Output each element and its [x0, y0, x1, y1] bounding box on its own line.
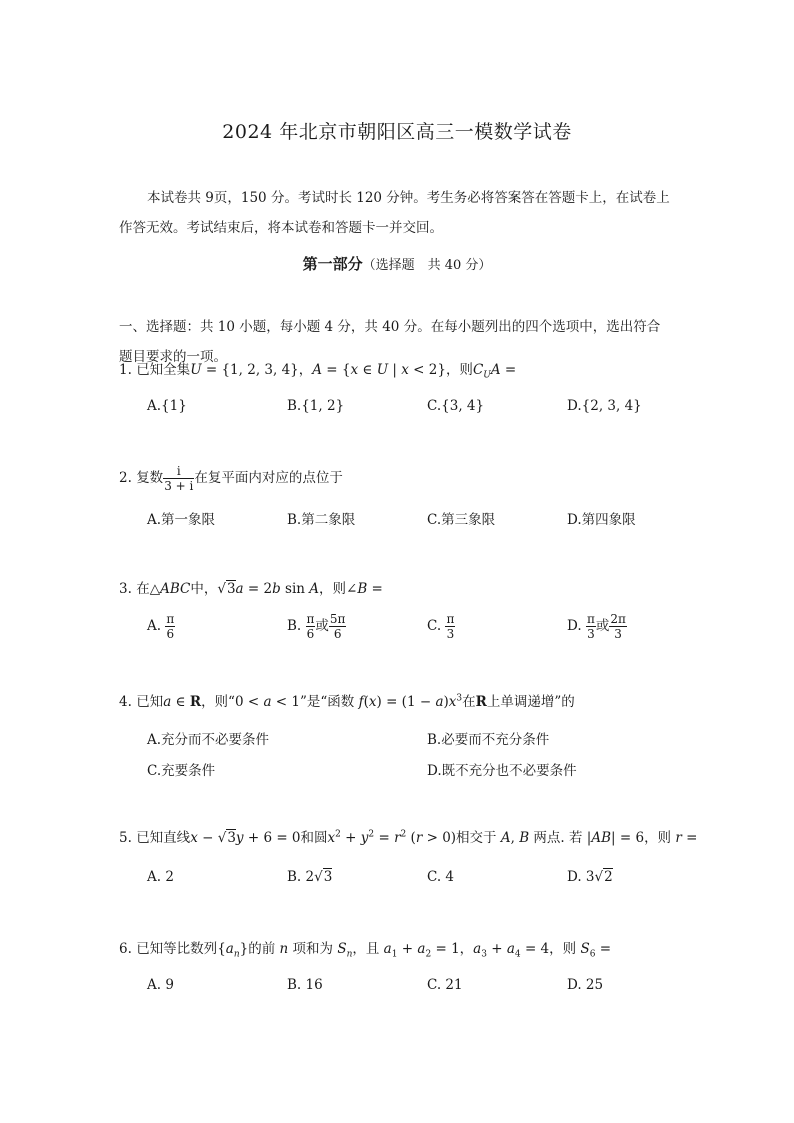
question-text: 已知直线 — [136, 830, 191, 846]
question-text: ，则“ — [201, 694, 235, 710]
question-text: 相交于 — [456, 830, 497, 846]
question-5: 5. 已知直线x − √3y + 6 = 0和圆$x^2 + y^2 = r^2$ (r > 0)相交于 A, B 两点. 若 |AB| = 6，则 r = — [119, 829, 698, 846]
question-text: 的前 — [248, 941, 276, 957]
q1-option-a[interactable]: A.{1} — [147, 398, 187, 414]
q2-option-c[interactable]: C.第三象限 — [427, 512, 496, 528]
q3-option-b[interactable]: B. $\frac{\pi}{6}$ 或 $\frac{5\pi}{6}$ — [287, 612, 346, 641]
q6-option-b[interactable]: B. 16 — [287, 977, 323, 993]
question-text: 复数 — [136, 470, 164, 486]
question-number: 4. — [119, 694, 132, 710]
exam-title: 2024 年北京市朝阳区高三一模数学试卷 — [222, 121, 572, 143]
part-one-heading — [0, 253, 794, 274]
question-text: 已知等比数列 — [136, 941, 218, 957]
question-3: 3. 在△ABC中，√3a = 2b sin A，则∠B = — [119, 581, 383, 597]
q6-option-c[interactable]: C. 21 — [427, 977, 463, 993]
q2-option-d[interactable]: D.第四象限 — [567, 512, 636, 528]
option-label: D. — [567, 398, 582, 414]
q5-option-d[interactable]: D. 3√2 — [567, 869, 613, 885]
question-text: ，且 — [352, 941, 380, 957]
option-label: D. — [567, 618, 582, 634]
option-label: A. — [147, 398, 162, 414]
q5-option-b[interactable]: B. 2√3 — [287, 869, 333, 885]
option-label: A. — [147, 618, 162, 634]
question-text: 已知 — [136, 694, 164, 710]
option-label: C. — [427, 618, 442, 634]
q4-option-a[interactable]: A.充分而不必要条件 — [147, 732, 270, 748]
q5-option-c[interactable]: C. 4 — [427, 869, 455, 885]
option-label: B. — [287, 618, 302, 634]
q3-option-c[interactable]: C. $\frac{\pi}{3}$ — [427, 612, 455, 641]
q3-option-a[interactable]: A. $\frac{\pi}{6}$ — [147, 612, 175, 641]
question-number: 3. — [119, 581, 132, 597]
q2-option-a[interactable]: A.第一象限 — [147, 512, 216, 528]
question-6: 6. 已知等比数列$\{a_n\}$的前 n 项和为 $S_n$，且 $a_1 + a_2 = 1$，$a_3 + a_4 = 4$，则 $S_6$ = — [119, 941, 612, 960]
question-4: 4. 已知a ∈ R，则“0 < a < 1”是“函数 $f(x) = (1 - a)x^3$在R上单调递增”的 — [119, 693, 575, 710]
question-number: 5. — [119, 830, 132, 846]
question-text: ，则 — [319, 581, 347, 597]
q1-option-b[interactable]: B.{1, 2} — [287, 398, 345, 414]
q1-option-d[interactable]: D.{2, 3, 4} — [567, 398, 642, 414]
question-number: 1. — [119, 362, 132, 378]
question-text: 上单调递增”的 — [486, 694, 575, 710]
question-text: ，则 — [445, 362, 473, 378]
q4-option-d[interactable]: D.既不充分也不必要条件 — [427, 763, 577, 779]
q6-option-d[interactable]: D. 25 — [567, 977, 604, 993]
q6-option-a[interactable]: A. 9 — [147, 977, 174, 993]
question-1: 1. 已知全集U = {1, 2, 3, 4}，A = {x ∈ U | x < 2}，则$C_UA$ = — [119, 362, 517, 381]
question-2 — [119, 464, 343, 493]
question-text: 在 — [462, 694, 476, 710]
q5-option-a[interactable]: A. 2 — [147, 869, 174, 885]
question-text: 已知全集 — [136, 362, 191, 378]
q1-option-c[interactable]: C.{3, 4} — [427, 398, 485, 414]
question-text: 项和为 — [292, 941, 334, 957]
question-number: 2. — [119, 470, 132, 486]
part-subtitle: （选择题 共 40 分） — [362, 258, 492, 273]
q4-option-b[interactable]: B.必要而不充分条件 — [427, 732, 550, 748]
question-text: 两点. 若 — [533, 830, 583, 846]
section-instructions-line-2: 题目要求的一项。 — [119, 349, 227, 365]
option-label: D. 3 — [567, 869, 595, 885]
option-label: B. 2 — [287, 869, 315, 885]
part-title: 第一部分 — [302, 255, 363, 273]
or-text: 或 — [315, 618, 329, 634]
option-label: C. — [427, 398, 442, 414]
q2-option-b[interactable]: B.第二象限 — [287, 512, 356, 528]
question-text: ”是“函数 — [300, 694, 355, 710]
section-instructions-line-1: 一、选择题：共 10 小题，每小题 4 分，共 40 分。在每小题列出的四个选项中，选出符合 — [119, 319, 661, 335]
q3-option-d[interactable]: D. $\frac{\pi}{3}$ 或 $\frac{2\pi}{3}$ — [567, 612, 626, 641]
question-text: ，则 — [644, 830, 672, 846]
question-number: 6. — [119, 941, 132, 957]
intro-line-2: 作答无效。考试结束后，将本试卷和答题卡一并交回。 — [119, 220, 443, 236]
fraction: $\frac{i}{3 + i}$ — [164, 464, 194, 493]
option-label: B. — [287, 398, 302, 414]
question-text: 和圆 — [300, 830, 328, 846]
question-text: 在复平面内对应的点位于 — [194, 470, 343, 486]
question-text: 在 — [136, 581, 150, 597]
intro-line-1: 本试卷共 9页，150 分。考试时长 120 分钟。考生务必将答案答在答题卡上，在试卷上 — [147, 190, 670, 206]
q4-option-c[interactable]: C.充要条件 — [147, 763, 216, 779]
question-text: 中， — [190, 581, 218, 597]
or-text: 或 — [595, 618, 610, 634]
